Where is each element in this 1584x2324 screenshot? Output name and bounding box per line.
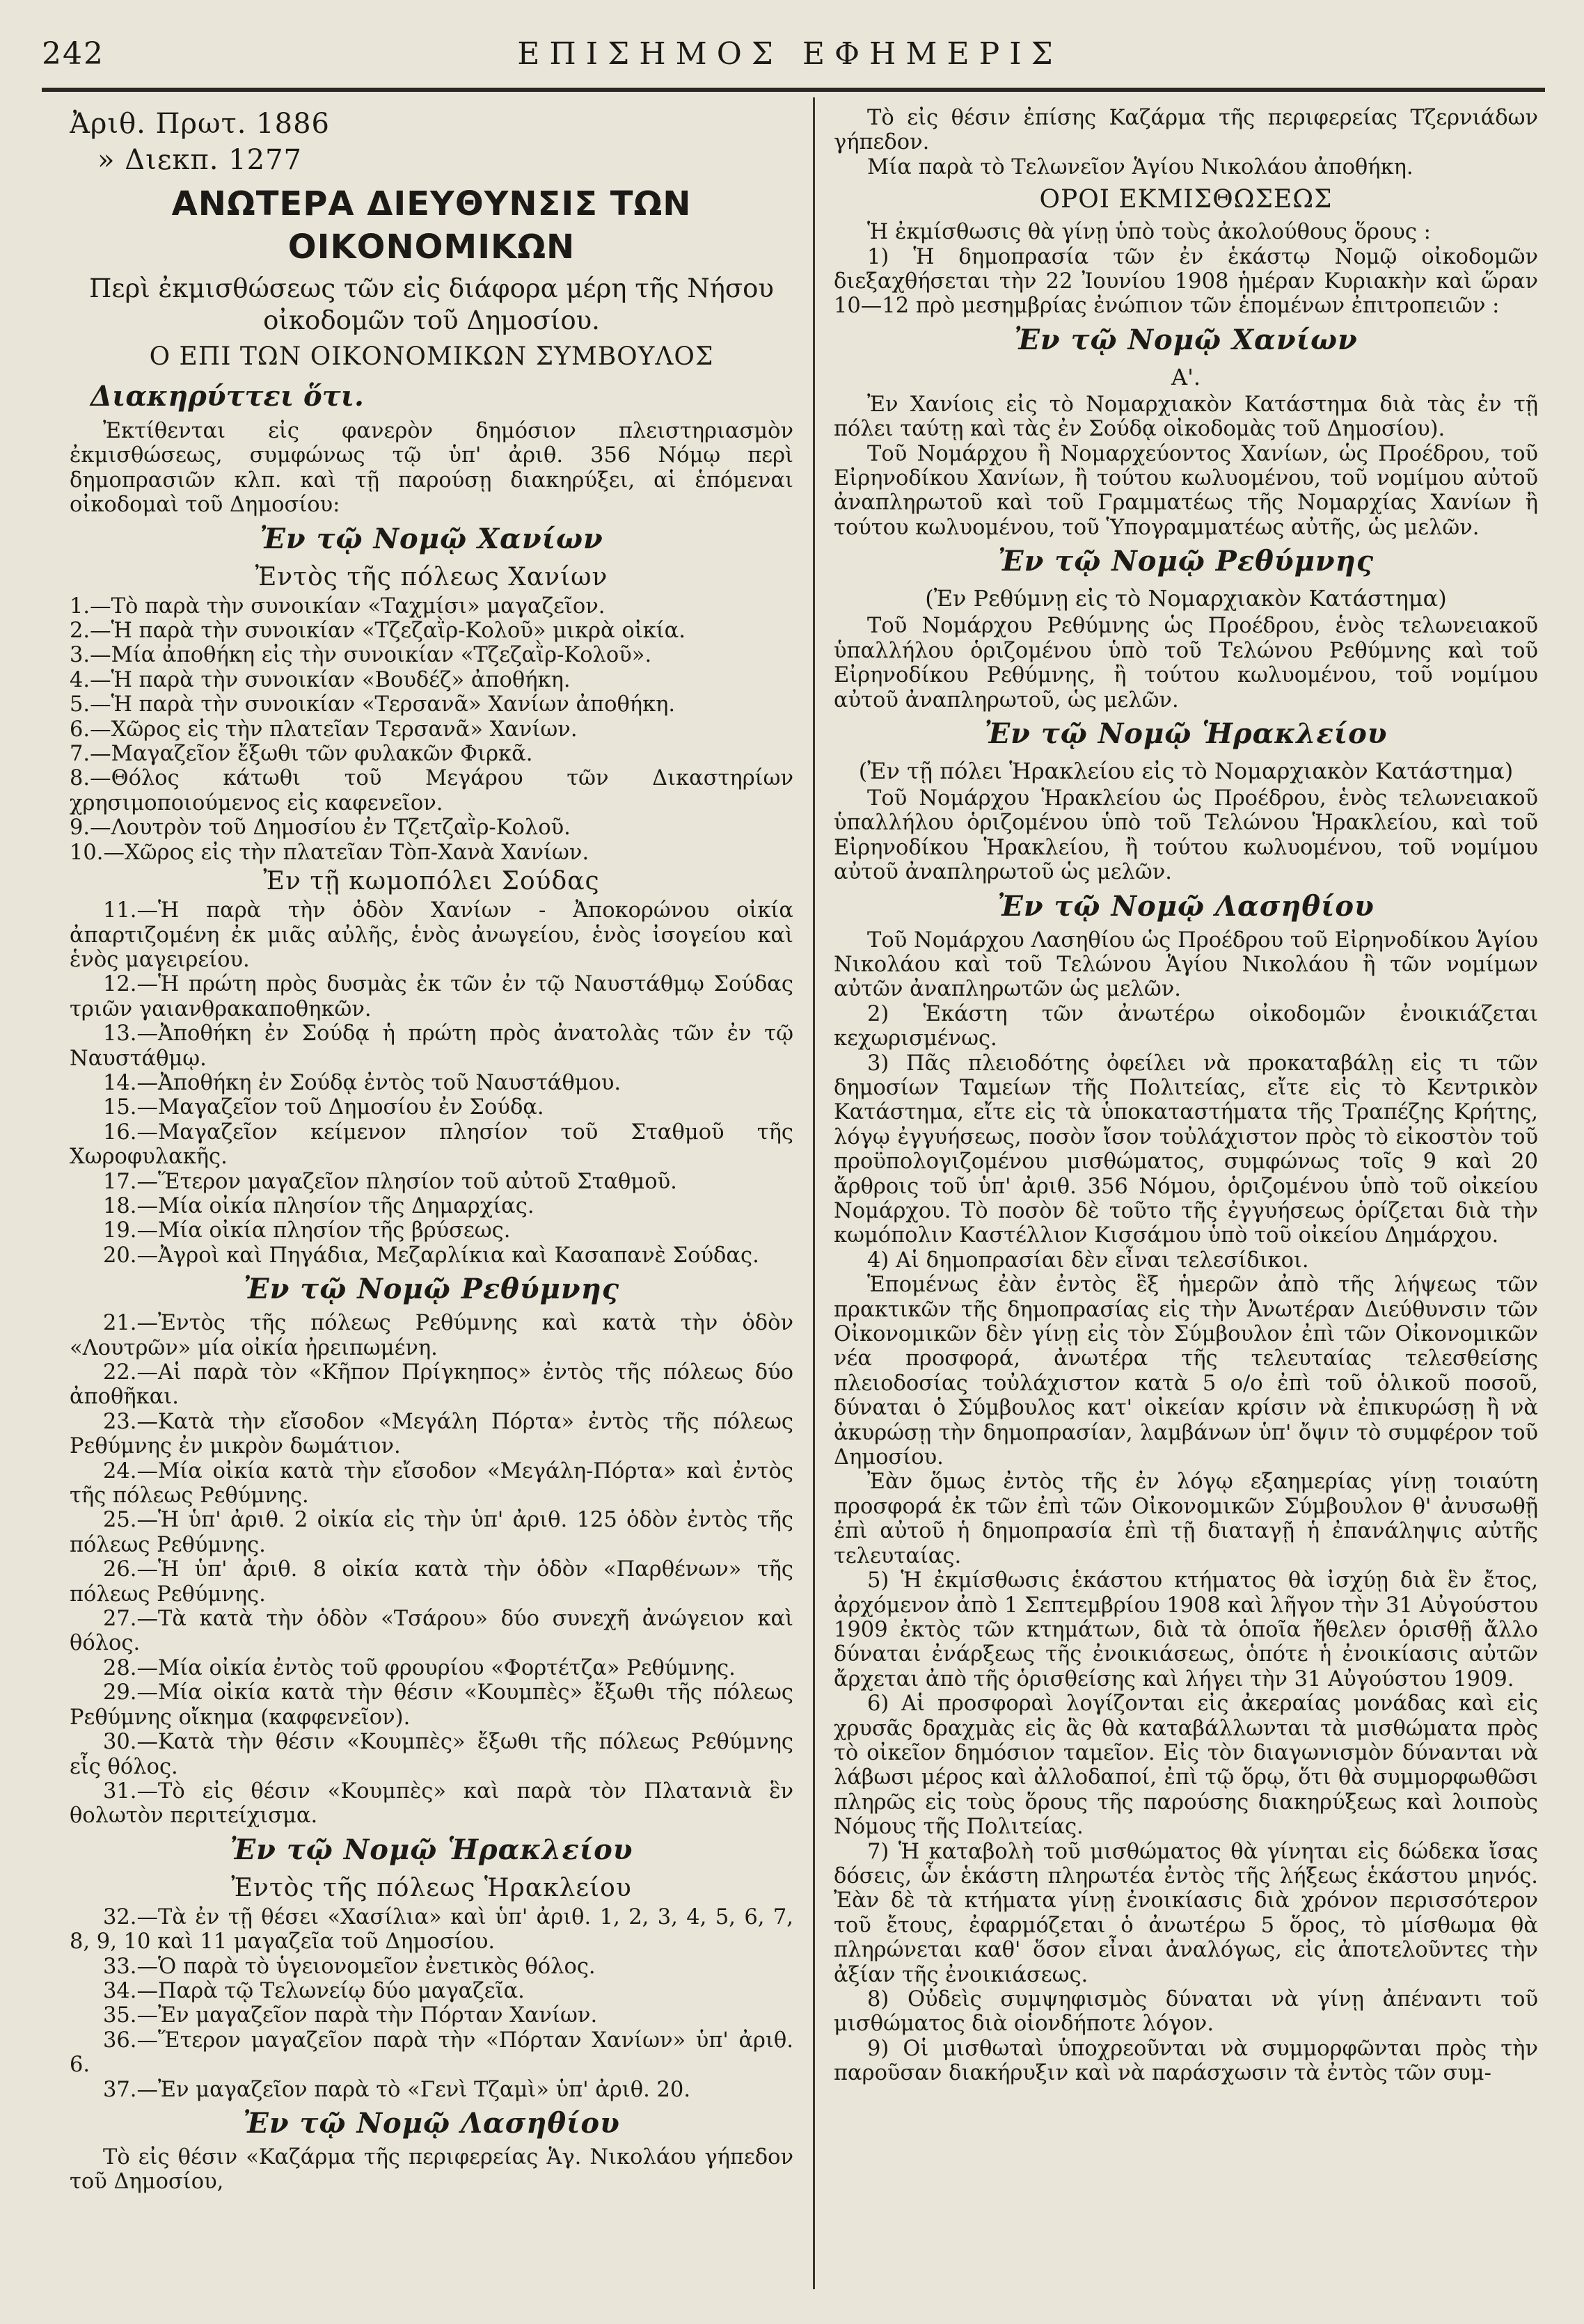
list-item: 1.—Τὸ παρὰ τὴν συνοικίαν «Ταχμίσι» μαγαζεῖον. — [70, 594, 605, 619]
committee-heading-rethymno: Ἐν τῷ Νομῷ Ρεθύμνης — [997, 545, 1375, 578]
chania-committee: Τοῦ Νομάρχου ἢ Νομαρχεύοντος Χανίων, ὡς Προέδρου, τοῦ Εἰρηνοδίκου Χανίων, ἢ τούτου κωλυομένου, τοῦ νομίμου αὐτοῦ ἀναπληρωτοῦ καὶ τοῦ Γραμματέως τῆς Νομαρχίας Χανίων ἢ τούτου κωλυομένου, τοῦ Ὑπογραμματέως αὐτῆς, ὡς μελῶν. — [834, 441, 1538, 540]
term-4: 4) Αἱ δημοπρασίαι δὲν εἶναι τελεσίδικοι. — [867, 1248, 1309, 1273]
list-item: 33.—Ὁ παρὰ τὸ ὑγειονομεῖον ἐνετικὸς θόλος. — [103, 1954, 596, 1979]
term-9: 9) Οἱ μισθωταὶ ὑποχρεοῦνται νὰ συμμορφῶνται πρὸς τὴν παροῦσαν διακήρυξιν καὶ νὰ παράσχωσιν τὰ ἐντὸς τῶν συμ- — [834, 2036, 1538, 2086]
chania-place: Ἐν Χανίοις εἰς τὸ Νομαρχιακὸν Κατάστημα διὰ τὰς ἐν τῇ πόλει ταύτῃ καὶ τὰς ἐν Σούδᾳ οἰκοδομὰς τοῦ Δημοσίου). — [834, 392, 1538, 442]
terms-intro: Ἡ ἐκμίσθωσις θὰ γίνῃ ὑπὸ τοὺς ἀκολούθους ὅρους : — [867, 220, 1431, 245]
list-item: 5.—Ἡ παρὰ τὴν συνοικίαν «Τερσανᾶ» Χανίων ἀποθήκη. — [70, 692, 676, 717]
rethymno-committee: Τοῦ Νομάρχου Ρεθύμνης ὡς Προέδρου, ἑνὸς τελωνειακοῦ ὑπαλλήλου ὁριζομένου ὑπὸ τοῦ Τελώνου Ρεθύμνης καὶ τοῦ Εἰρηνοδίκου Ρεθύμνης, ἢ τούτου κωλυομένου, τοῦ νομίμου αὐτοῦ ἀναπληρωτοῦ, ὡς μελῶν. — [834, 614, 1538, 713]
term-4-continued: Ἑπομένως ἐὰν ἐντὸς ἓξ ἡμερῶν ἀπὸ τῆς λήψεως τῶν πρακτικῶν τῆς δημοπρασίας εἰς τὴν Ἀνωτέραν Διεύθυνσιν τῶν Οἰκονομικῶν δὲν γίνῃ εἰς τὸν Σύμβουλον ἐπὶ τῶν Οἰκονομικῶν νέα προσφορά, ἀνωτέρα τῆς τελευταίας τελεσθείσης πλειοδοσίας τοὐλάχιστον κατὰ 5 ο/ο ἐπὶ τοῦ ὁλικοῦ ποσοῦ, δύναται ὁ Σύμβουλος κατ' οἰκείαν κρίσιν νὰ ἐπικυρώσῃ ἢ νὰ ἀκυρώσῃ τὴν δημοπρασίαν, λαμβάνων ὑπ' ὄψιν τὸ συμφέρον τοῦ Δημοσίου. — [834, 1273, 1538, 1470]
list-item: 22.—Αἱ παρὰ τὸν «Κῆπον Πρίγκηπος» ἐντὸς τῆς πόλεως δύο ἀποθῆκαι. — [70, 1360, 793, 1410]
list-item: 23.—Κατὰ τὴν εἴσοδον «Μεγάλη Πόρτα» ἐντὸς τῆς πόλεως Ρεθύμνης ἐν μικρὸν δωμάτιον. — [70, 1409, 793, 1459]
list-item: 9.—Λουτρὸν τοῦ Δημοσίου ἐν Τζετζαῒρ-Κολοῦ. — [70, 815, 571, 841]
list-item: 10.—Χῶρος εἰς τὴν πλατεῖαν Τὸπ-Χανὰ Χανίων. — [70, 840, 589, 865]
continuation-paragraph: Τὸ εἰς θέσιν ἐπίσης Καζάρμα τῆς περιφερείας Τζερνιάδων γήπεδον. — [834, 106, 1538, 155]
list-item: 34.—Παρὰ τῷ Τελωνείῳ δύο μαγαζεῖα. — [103, 1978, 525, 2003]
committee-heading-irakleio: Ἐν τῷ Νομῷ Ἡρακλείου — [984, 717, 1388, 750]
list-item: 29.—Μία οἰκία κατὰ τὴν θέσιν «Κουμπὲς» ἔξωθι τῆς πόλεως Ρεθύμνης οἴκημα (καφφενεῖον). — [70, 1680, 793, 1730]
list-item: 37.—Ἐν μαγαζεῖον παρὰ τὸ «Γενὶ Τζαμὶ» ὑπ' ἀριθ. 20. — [103, 2077, 691, 2102]
list-item: 2.—Ἡ παρὰ τὴν συνοικίαν «Τζεζαῒρ-Κολοῦ» μικρὰ οἰκία. — [70, 619, 686, 644]
terms-heading: ΟΡΟΙ ΕΚΜΙΣΘΩΣΕΩΣ — [1039, 185, 1333, 214]
irakleio-committee: Τοῦ Νομάρχου Ἡρακλείου ὡς Προέδρου, ἑνὸς τελωνειακοῦ ὑπαλλήλου ὁριζομένου ὑπὸ τοῦ Τελώνου Ἡρακλείου, καὶ τοῦ Εἰρηνοδίκου Ἡρακλείου, ἢ τούτου κωλυομένου, τοῦ νομίμου αὐτοῦ ἀναπληρωτοῦ ὡς μελῶν. — [834, 786, 1538, 885]
list-item: 20.—Ἀγροὶ καὶ Πηγάδια, Μεζαρλίκια καὶ Κασαπανὲ Σούδας. — [103, 1243, 759, 1268]
storage-paragraph: Μία παρὰ τὸ Τελωνεῖον Ἁγίου Νικολάου ἀποθήκη. — [867, 154, 1413, 180]
list-item: 31.—Τὸ εἰς θέσιν «Κουμπὲς» καὶ παρὰ τὸν Πλατανιὰ ἓν θολωτὸν περιτείχισμα. — [70, 1778, 793, 1829]
list-item: 12.—Ἡ πρώτη πρὸς δυσμὰς ἐκ τῶν ἐν τῷ Ναυστάθμῳ Σούδας τριῶν γαιανθρακαποθηκῶν. — [70, 972, 793, 1021]
list-item: 13.—Ἀποθήκη ἐν Σούδᾳ ἡ πρώτη πρὸς ἀνατολὰς τῶν ἐν τῷ Ναυστάθμῳ. — [70, 1021, 793, 1071]
rethymno-place: (Ἐν Ρεθύμνῃ εἰς τὸ Νομαρχιακὸν Κατάστημα) — [925, 585, 1447, 612]
notice-subject: Περὶ ἐκμισθώσεως τῶν εἰς διάφορα μέρη τῆς Νήσου οἰκοδομῶν τοῦ Δημοσίου. — [89, 273, 774, 335]
list-irakleio — [70, 1905, 793, 2102]
reference-protocol: Ἀριθ. Πρωτ. 1886 — [70, 108, 330, 140]
lasithi-committee: Τοῦ Νομάρχου Λασηθίου ὡς Προέδρου τοῦ Εἰρηνοδίκου Ἁγίου Νικολάου καὶ τοῦ Τελώνου Ἁγίου Νικολάου ἢ τῶν νομίμων αὐτῶν ἀναπληρωτῶν ὡς μελῶν. — [834, 928, 1538, 1002]
list-item: 19.—Μία οἰκία πλησίον τῆς βρύσεως. — [103, 1218, 511, 1243]
list-item: 35.—Ἐν μαγαζεῖον παρὰ τὴν Πόρταν Χανίων. — [103, 2003, 598, 2028]
section-heading-irakleio: Ἐν τῷ Νομῷ Ἡρακλείου — [230, 1833, 633, 1866]
list-item: 30.—Κατὰ τὴν θέσιν «Κουμπὲς» ἔξωθι τῆς πόλεως Ρεθύμνης εἷς θόλος. — [70, 1730, 793, 1779]
list-item: 36.—Ἕτερον μαγαζεῖον παρὰ τὴν «Πόρταν Χανίων» ὑπ' ἀριθ. 6. — [70, 2028, 793, 2078]
journal-title: ΕΠΙΣΗΜΟΣ ΕΦΗΜΕΡΙΣ — [517, 36, 1063, 72]
list-item: 3.—Μία ἀποθήκη εἰς τὴν συνοικίαν «Τζεζαῒρ-Κολοῦ». — [70, 643, 652, 668]
column-divider — [813, 97, 815, 2289]
term-2: 2) Ἑκάστη τῶν ἀνωτέρω οἰκοδομῶν ἐνοικιάζεται κεχωρισμένως. — [834, 1001, 1538, 1051]
reference-dispatch: » Διεκπ. 1277 — [97, 144, 302, 176]
list-item: 16.—Μαγαζεῖον κείμενον πλησίον τοῦ Σταθμοῦ τῆς Χωροφυλακῆς. — [70, 1120, 793, 1170]
running-head — [42, 36, 1538, 78]
subheading-irakleio-city: Ἐντὸς τῆς πόλεως Ἡρακλείου — [231, 1873, 632, 1902]
term-1: 1) Ἡ δημοπρασία τῶν ἐν ἑκάστῳ Νομῷ οἰκοδομῶν διεξαχθήσεται τὴν 22 Ἰουνίου 1908 ἡμέραν Κυριακὴν καὶ ὥραν 10—12 πρὸ μεσημβρίας ἐνώπιον τῶν ἑπομένων ἐπιτροπειῶν : — [834, 244, 1538, 319]
list-item: 7.—Μαγαζεῖον ἔξωθι τῶν φυλακῶν Φιρκᾶ. — [70, 742, 533, 767]
list-item: 18.—Μία οἰκία πλησίον τῆς Δημαρχίας. — [103, 1193, 534, 1218]
irakleio-place: (Ἐν τῇ πόλει Ἡρακλείου εἰς τὸ Νομαρχιακὸν Κατάστημα) — [858, 757, 1514, 784]
list-item: 21.—Ἐντὸς τῆς πόλεως Ρεθύμνης καὶ κατὰ τὴν ὁδὸν «Λουτρῶν» μία οἰκία ἠρειπωμένη. — [70, 1311, 793, 1360]
lasithi-paragraph: Τὸ εἰς θέσιν «Καζάρμα τῆς περιφερείας Ἁγ. Νικολάου γήπεδον τοῦ Δημοσίου, — [70, 2144, 793, 2195]
section-heading-chania: Ἐν τῷ Νομῷ Χανίων — [260, 522, 603, 555]
councillor-heading: Ο ΕΠΙ ΤΩΝ ΟΙΚΟΝΟΜΙΚΩΝ ΣΥΜΒΟΥΛΟΣ — [149, 342, 714, 371]
intro-paragraph: Ἐκτίθενται εἰς φανερὸν δημόσιον πλειστηριασμὸν ἐκμισθώσεως, συμφώνως τῷ ὑπ' ἀριθ. 356 Νόμῳ περὶ δημοπρασιῶν κλπ. καὶ τῇ παρούσῃ διακηρύξει, αἱ ἑπόμεναι οἰκοδομαὶ τοῦ Δημοσίου: — [70, 419, 793, 518]
term-8: 8) Οὐδεὶς συμψηφισμὸς δύναται νὰ γίνῃ ἀπέναντι τοῦ μισθώματος διὰ οἱονδήποτε λόγον. — [834, 1987, 1538, 2037]
section-heading-rethymno: Ἐν τῷ Νομῷ Ρεθύμνης — [243, 1273, 620, 1306]
list-item: 24.—Μία οἰκία κατὰ τὴν εἴσοδον «Μεγάλη-Πόρτα» καὶ ἐντὸς τῆς πόλεως Ρεθύμνης. — [70, 1458, 793, 1509]
section-heading-lasithi: Ἐν τῷ Νομῷ Λασηθίου — [243, 2106, 620, 2140]
subheading-chania-city: Ἐντὸς τῆς πόλεως Χανίων — [255, 562, 608, 591]
term-7: 7) Ἡ καταβολὴ τοῦ μισθώματος θὰ γίνηται εἰς δώδεκα ἴσας δόσεις, ὧν ἑκάστη πληρωτέα ἐντὸς τῆς λήξεως ἑκάστου μηνός. Ἐὰν δὲ τὰ κτήματα γίνῃ ἐνοικίασις διὰ χρόνον περισσότερον τοῦ ἔτους, ἐφαρμόζεται ὁ ἀνωτέρω 5 ὅρος, τὸ μίσθωμα θὰ πληρώνεται καθ' ὅσον εἶναι ἀναλόγως, εἰς ἀποτελοῦντες τὴν ἀξίαν τῆς ἐνοικιάσεως. — [834, 1839, 1538, 1987]
term-4-exception: Ἐὰν ὅμως ἐντὸς τῆς ἐν λόγῳ εξαημερίας γίνῃ τοιαύτη προσφορά ἐκ τῶν ἐπὶ τῶν Οἰκονομικῶν Σύμβουλον θ' ἀνυσωθῇ ἐπὶ αὐτοῦ ἡ δημοπρασία ἐπὶ τῇ διαταγῇ ἡ ἐπανάληψις αὐτῆς τελευταίας. — [834, 1470, 1538, 1568]
list-item: 6.—Χῶρος εἰς τὴν πλατεῖαν Τερσανᾶ» Χανίων. — [70, 717, 578, 742]
list-item: 26.—Ἡ ὑπ' ἀριθ. 8 οἰκία κατὰ τὴν ὁδὸν «Παρθένων» τῆς πόλεως Ρεθύμνης. — [70, 1557, 793, 1607]
list-item: 11.—Ἡ παρὰ τὴν ὁδὸν Χανίων - Ἀποκορώνου οἰκία ἀπαρτιζομένη ἐκ μιᾶς αὐλῆς, ἑνὸς ἀνωγείου, ἑνὸς ἰσογείου καὶ ἑνὸς μαγειρείου. — [70, 898, 793, 972]
list-item: 17.—Ἕτερον μαγαζεῖον πλησίον τοῦ αὐτοῦ Σταθμοῦ. — [103, 1169, 677, 1194]
list-item: 28.—Μία οἰκία ἐντὸς τοῦ φρουρίου «Φορτέτζα» Ρεθύμνης. — [103, 1655, 736, 1680]
committee-letter: Α'. — [1171, 363, 1201, 390]
list-item: 8.—Θόλος κάτωθι τοῦ Μεγάρου τῶν Δικαστηρίων χρησιμοποιούμενος εἰς καφενεῖον. — [70, 766, 793, 815]
list-rethymno — [70, 1311, 793, 1829]
term-3: 3) Πᾶς πλειοδότης ὀφείλει νὰ προκαταβάλῃ εἰς τι τῶν δημοσίων Ταμείων τῆς Πολιτείας, εἴτε εἰς τὸ Κεντρικὸν Κατάστημα, εἴτε εἰς τὰ ὑποκαταστήματα τῆς Τραπέζης Κρήτης, λόγῳ ἐγγυήσεως, ποσὸν ἴσον τοὐλάχιστον πρὸς τὸ εἰκοστὸν τοῦ προϋπολογιζομένου μισθώματος, συμφώνως τοῖς 9 καὶ 20 ἄρθροις τοῦ ὑπ' ἀριθ. 356 Νόμου, ὁριζομένου ὑπὸ τοῦ οἰκείου Νομάρχου. Τὸ ποσὸν δὲ τοῦτο τῆς ἐγγυήσεως ὁρίζεται διὰ τὴν κωμόπολιν Καστέλλιον Κισσάμου ὑπὸ τοῦ οἰκείου Δημάρχου. — [834, 1051, 1538, 1248]
term-5: 5) Ἡ ἐκμίσθωσις ἑκάστου κτήματος θὰ ἰσχύῃ διὰ ἓν ἔτος, ἀρχόμενον ἀπὸ 1 Σεπτεμβρίου 1908 καὶ λῆγον τὴν 31 Αὐγούστου 1909 ἐκτὸς τῶν κτημάτων, διὰ τὰ ὁποῖα ἤθελεν ὁρισθῇ ἄλλο δύναται ἐνάρξεως τῆς ἐνοικιάσεως, ὁπότε ἡ ἐνοικίασις αὐτῶν ἄρχεται ἀπὸ τῆς ὁρισθείσης καὶ λήγει τὴν 31 Αὐγούστου 1909. — [834, 1568, 1538, 1692]
header-rule — [42, 88, 1545, 92]
list-item: 25.—Ἡ ὑπ' ἀριθ. 2 οἰκία εἰς τὴν ὑπ' ἀριθ. 125 ὁδὸν ἐντὸς τῆς πόλεως Ρεθύμνης. — [70, 1508, 793, 1557]
term-6: 6) Αἱ προσφοραὶ λογίζονται εἰς ἀκεραίας μονάδας καὶ εἰς χρυσᾶς δραχμὰς εἰς ἃς θὰ καταβάλλωνται τὰ μισθώματα πρὸς τὸ οἰκεῖον δημόσιον ταμεῖον. Εἰς τὸν διαγωνισμὸν δύνανται νὰ λάβωσι μέρος καὶ ἀλλοδαποί, ἐπὶ τῷ ὅρῳ, ὅτι θὰ συμμορφωθῶσι πληρῶς εἰς τοὺς ὅρους τῆς παρούσης διακηρύξεως καὶ λοιποὺς Νόμους τῆς Πολιτείας. — [834, 1692, 1538, 1840]
committee-heading-chania: Ἐν τῷ Νομῷ Χανίων — [1014, 323, 1358, 356]
list-item: 27.—Τὰ κατὰ τὴν ὁδὸν «Τσάρου» δύο συνεχῆ ἀνώγειον καὶ θόλος. — [70, 1607, 793, 1656]
list-chania — [70, 594, 793, 865]
subheading-souda: Ἐν τῇ κωμοπόλει Σούδας — [263, 867, 600, 896]
declaration-heading: Διακηρύττει ὅτι. — [90, 380, 364, 413]
committee-heading-lasithi: Ἐν τῷ Νομῷ Λασηθίου — [997, 889, 1375, 923]
page-number: 242 — [42, 36, 104, 72]
list-item: 15.—Μαγαζεῖον τοῦ Δημοσίου ἐν Σούδᾳ. — [103, 1095, 544, 1120]
list-item: 14.—Ἀποθήκη ἐν Σούδᾳ ἐντὸς τοῦ Ναυστάθμου. — [103, 1070, 621, 1095]
left-column — [70, 106, 793, 2296]
list-item: 4.—Ἡ παρὰ τὴν συνοικίαν «Βουδέζ» ἀποθήκη. — [70, 667, 571, 692]
list-item: 32.—Τὰ ἐν τῇ θέσει «Χασίλια» καὶ ὑπ' ἀριθ. 1, 2, 3, 4, 5, 6, 7, 8, 9, 10 καὶ 11 μαγαζεῖα τοῦ Δημοσίου. — [70, 1904, 793, 1955]
directorate-heading: ΑΝΩΤΕΡΑ ΔΙΕΥΘΥΝΣΙΣ ΤΩΝ ΟΙΚΟΝΟΜΙΚΩΝ — [171, 184, 692, 266]
right-column — [834, 106, 1538, 2296]
list-souda — [70, 898, 793, 1268]
